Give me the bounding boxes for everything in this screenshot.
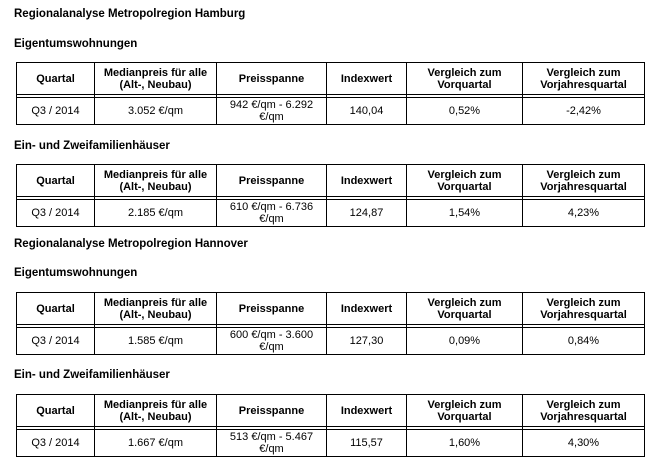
table-hamburg-eigentumswohnungen [16,62,645,125]
header-spanne: Preisspanne [217,293,327,325]
cell-vorjahresquartal: 4,30% [523,430,645,457]
header-index: Indexwert [327,293,407,325]
table-hannover-eigentumswohnungen [16,292,645,355]
cell-median: 1.585 €/qm [95,328,217,355]
cell-vorjahresquartal: 0,84% [523,328,645,355]
header-quartal: Quartal [17,293,95,325]
region-heading-hamburg: Regionalanalyse Metropolregion Hamburg [14,8,246,20]
header-quartal: Quartal [17,63,95,95]
header-median: Medianpreis für alle (Alt-, Neubau) [95,293,217,325]
header-index: Indexwert [327,395,407,427]
cell-vorquartal: 1,60% [407,430,523,457]
cell-vorjahresquartal: -2,42% [523,98,645,125]
cell-quartal: Q3 / 2014 [17,430,95,457]
header-quartal: Quartal [17,165,95,197]
header-median: Medianpreis für alle (Alt-, Neubau) [95,165,217,197]
header-spanne: Preisspanne [217,395,327,427]
header-median: Medianpreis für alle (Alt-, Neubau) [95,395,217,427]
cell-spanne: 600 €/qm - 3.600 €/qm [217,328,327,355]
subsection-heading-eigentumswohnungen-hamburg: Eigentumswohnungen [14,38,138,50]
header-spanne: Preisspanne [217,165,327,197]
header-vorquartal: Vergleich zum Vorquartal [407,293,523,325]
cell-quartal: Q3 / 2014 [17,98,95,125]
cell-index: 115,57 [327,430,407,457]
cell-spanne: 513 €/qm - 5.467 €/qm [217,430,327,457]
cell-quartal: Q3 / 2014 [17,200,95,227]
header-index: Indexwert [327,165,407,197]
table-hannover-haeuser [16,394,645,457]
cell-vorjahresquartal: 4,23% [523,200,645,227]
cell-median: 3.052 €/qm [95,98,217,125]
subsection-heading-eigentumswohnungen-hannover: Eigentumswohnungen [14,267,138,279]
header-vorquartal: Vergleich zum Vorquartal [407,63,523,95]
header-vorquartal: Vergleich zum Vorquartal [407,395,523,427]
cell-median: 1.667 €/qm [95,430,217,457]
cell-spanne: 610 €/qm - 6.736 €/qm [217,200,327,227]
cell-index: 140,04 [327,98,407,125]
table-hamburg-haeuser [16,164,645,227]
header-vorjahresquartal: Vergleich zum Vorjahresquartal [523,293,645,325]
subsection-heading-haeuser-hamburg: Ein- und Zweifamilienhäuser [14,140,170,152]
header-row [17,165,645,197]
cell-vorquartal: 0,52% [407,98,523,125]
header-row [17,293,645,325]
header-vorquartal: Vergleich zum Vorquartal [407,165,523,197]
cell-vorquartal: 1,54% [407,200,523,227]
cell-vorquartal: 0,09% [407,328,523,355]
table-row [17,98,645,125]
header-quartal: Quartal [17,395,95,427]
cell-spanne: 942 €/qm - 6.292 €/qm [217,98,327,125]
subsection-heading-haeuser-hannover: Ein- und Zweifamilienhäuser [14,369,170,381]
table-row [17,430,645,457]
cell-index: 127,30 [327,328,407,355]
cell-median: 2.185 €/qm [95,200,217,227]
header-vorjahresquartal: Vergleich zum Vorjahresquartal [523,165,645,197]
region-heading-hannover: Regionalanalyse Metropolregion Hannover [14,238,248,250]
header-spanne: Preisspanne [217,63,327,95]
header-index: Indexwert [327,63,407,95]
header-median: Medianpreis für alle (Alt-, Neubau) [95,63,217,95]
cell-quartal: Q3 / 2014 [17,328,95,355]
header-vorjahresquartal: Vergleich zum Vorjahresquartal [523,63,645,95]
header-row [17,63,645,95]
table-row [17,328,645,355]
table-row [17,200,645,227]
cell-index: 124,87 [327,200,407,227]
header-vorjahresquartal: Vergleich zum Vorjahresquartal [523,395,645,427]
header-row [17,395,645,427]
